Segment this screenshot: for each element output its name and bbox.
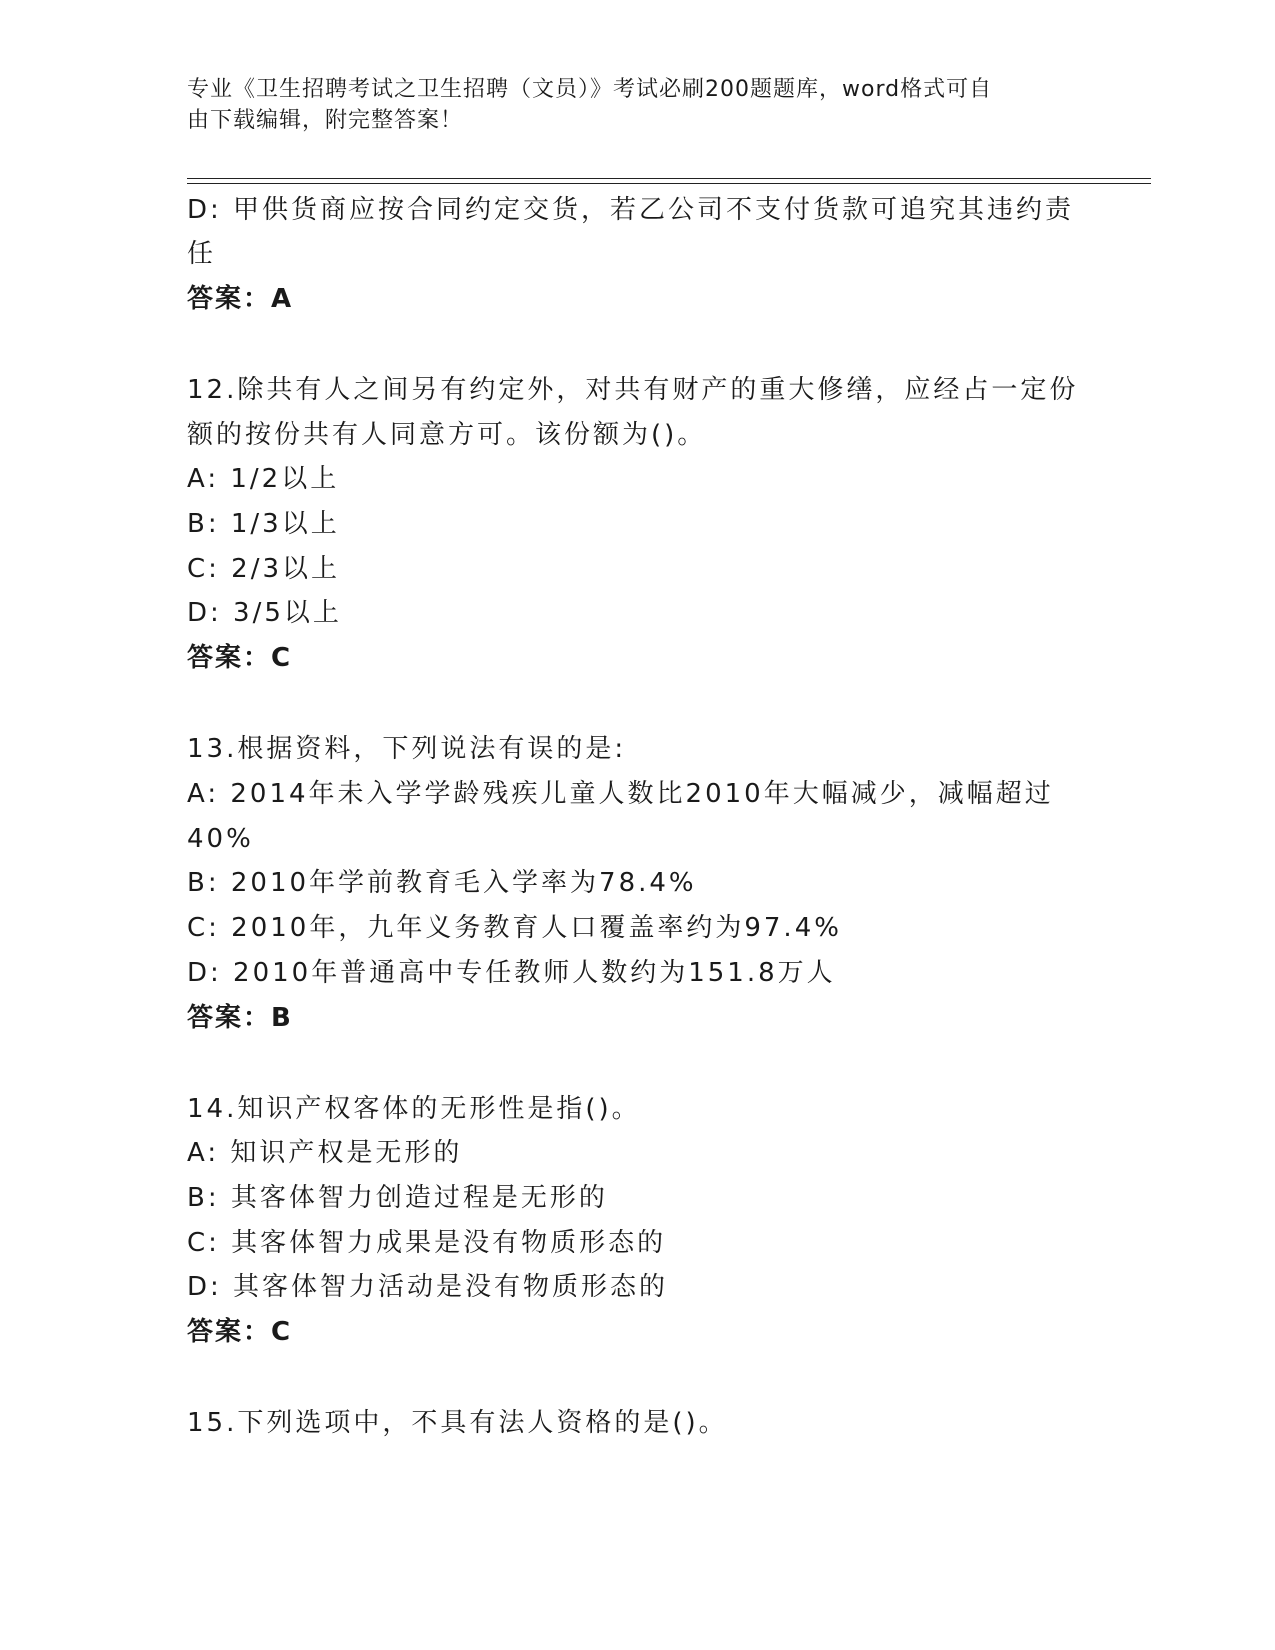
q13-option-a-line1: A: 2014年未入学学龄残疾儿童人数比2010年大幅减少，减幅超过 (187, 779, 1054, 809)
q11-answer: 答案：A (187, 284, 294, 314)
q13-option-d: D: 2010年普通高中专任教师人数约为151.8万人 (187, 958, 836, 988)
header-line-2: 由下载编辑，附完整答案！ (187, 108, 464, 133)
q11-option-d-line1: D: 甲供货商应按合同约定交货，若乙公司不支付货款可追究其违约责 (187, 195, 1075, 225)
q13-stem: 13.根据资料，下列说法有误的是: (187, 734, 627, 764)
header-line-1: 专业《卫生招聘考试之卫生招聘（文员）》考试必刷200题题库，word格式可自 (187, 77, 993, 102)
header-divider-bottom (187, 183, 1151, 184)
q14-option-c: C: 其客体智力成果是没有物质形态的 (187, 1228, 667, 1258)
q12-option-b: B: 1/3以上 (187, 509, 340, 539)
document-header (187, 74, 1087, 136)
q15-stem: 15.下列选项中，不具有法人资格的是()。 (187, 1408, 728, 1438)
q14-option-b: B: 其客体智力创造过程是无形的 (187, 1183, 608, 1213)
q14-option-a: A: 知识产权是无形的 (187, 1138, 463, 1168)
q14-option-d: D: 其客体智力活动是没有物质形态的 (187, 1272, 669, 1302)
q13-option-b: B: 2010年学前教育毛入学率为78.4% (187, 868, 697, 898)
q12-answer: 答案：C (187, 643, 293, 673)
q13-answer: 答案：B (187, 1003, 293, 1033)
q12-option-c: C: 2/3以上 (187, 554, 341, 584)
q12-stem-line2: 额的按份共有人同意方可。该份额为()。 (187, 420, 707, 450)
q12-stem-line1: 12.除共有人之间另有约定外，对共有财产的重大修缮，应经占一定份 (187, 375, 1079, 405)
q12-option-d: D: 3/5以上 (187, 598, 342, 628)
q13-option-a-line2: 40% (187, 824, 254, 854)
q13-option-c: C: 2010年，九年义务教育人口覆盖率约为97.4% (187, 913, 842, 943)
q11-option-d-line2: 任 (187, 239, 217, 269)
q12-option-a: A: 1/2以上 (187, 464, 340, 494)
q14-stem: 14.知识产权客体的无形性是指()。 (187, 1094, 641, 1124)
q14-answer: 答案：C (187, 1317, 293, 1347)
header-divider-top (187, 178, 1151, 179)
